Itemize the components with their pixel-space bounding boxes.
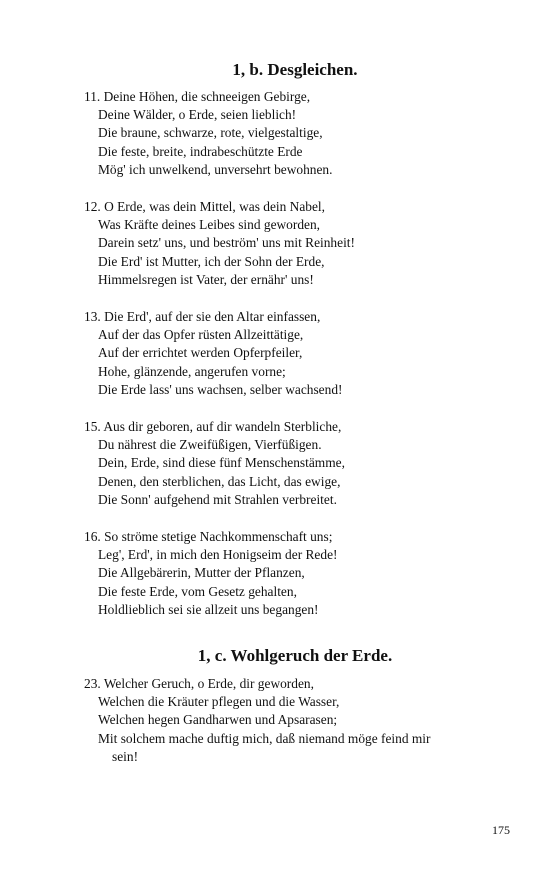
verse-line: 15. Aus dir geboren, auf dir wandeln Sterbliche, bbox=[84, 419, 342, 434]
verse-line-continuation: sein! bbox=[112, 748, 139, 764]
verse-line: Die Sonn' aufgehend mit Strahlen verbreitet. bbox=[98, 491, 337, 507]
verse-line: Mit solchem mache duftig mich, daß niemand möge feind mir bbox=[98, 730, 431, 746]
verse-line: 16. So ströme stetige Nachkommenschaft uns; bbox=[84, 529, 333, 544]
verse-line: Die Erde lass' uns wachsen, selber wachsend! bbox=[98, 381, 343, 397]
verse-line: Die feste, breite, indrabeschützte Erde bbox=[98, 143, 303, 159]
verse-line: Hohe, glänzende, angerufen vorne; bbox=[98, 363, 286, 379]
verse-line: Die feste Erde, vom Gesetz gehalten, bbox=[98, 583, 297, 599]
verse-line: Leg', Erd', in mich den Honigseim der Rede! bbox=[98, 547, 338, 563]
section-heading-wohlgeruch: 1, c. Wohlgeruch der Erde. bbox=[197, 646, 393, 665]
verse-line: 11. Deine Höhen, die schneeigen Gebirge, bbox=[84, 89, 311, 104]
verse-line: 12. O Erde, was dein Mittel, was dein Nabel, bbox=[84, 199, 325, 214]
verse-line: Holdlieblich sei sie allzeit uns begangen! bbox=[98, 601, 319, 617]
stanza-23 bbox=[84, 675, 524, 766]
verse-line: Welchen die Kräuter pflegen und die Wasser, bbox=[98, 694, 340, 710]
verse-line: 13. Die Erd', auf der sie den Altar einfassen, bbox=[84, 309, 321, 324]
verse-line: 23. Welcher Geruch, o Erde, dir geworden, bbox=[84, 676, 314, 691]
stanza-11 bbox=[84, 88, 524, 179]
stanza-16 bbox=[84, 528, 524, 619]
stanza-15 bbox=[84, 418, 524, 509]
verse-line: Auf der das Opfer rüsten Allzeittätige, bbox=[98, 327, 304, 343]
verse-line: Himmelsregen ist Vater, der ernähr' uns! bbox=[98, 271, 314, 287]
verse-line: Mög' ich unwelkend, unversehrt bewohnen. bbox=[98, 161, 333, 177]
stanza-12 bbox=[84, 198, 524, 289]
verse-line: Deine Wälder, o Erde, seien lieblich! bbox=[98, 107, 297, 123]
verse-line: Du nährest die Zweifüßigen, Vierfüßigen. bbox=[98, 437, 322, 453]
verse-line: Die braune, schwarze, rote, vielgestaltige, bbox=[98, 125, 323, 141]
verse-line: Auf der errichtet werden Opferpfeiler, bbox=[98, 345, 303, 361]
page-number: 175 bbox=[492, 823, 510, 837]
verse-line: Denen, den sterblichen, das Licht, das ewige, bbox=[98, 473, 341, 489]
stanza-13 bbox=[84, 308, 524, 399]
verse-line: Darein setz' uns, und beström' uns mit Reinheit! bbox=[98, 235, 355, 251]
verse-line: Was Kräfte deines Leibes sind geworden, bbox=[98, 217, 321, 233]
verse-line: Welchen hegen Gandharwen und Apsarasen; bbox=[98, 712, 338, 728]
section-heading-desgleichen: 1, b. Desgleichen. bbox=[232, 60, 358, 79]
verse-line: Die Allgebärerin, Mutter der Pflanzen, bbox=[98, 565, 305, 581]
verse-line: Die Erd' ist Mutter, ich der Sohn der Erde, bbox=[98, 253, 325, 269]
verse-line: Dein, Erde, sind diese fünf Menschenstämme, bbox=[98, 455, 345, 471]
